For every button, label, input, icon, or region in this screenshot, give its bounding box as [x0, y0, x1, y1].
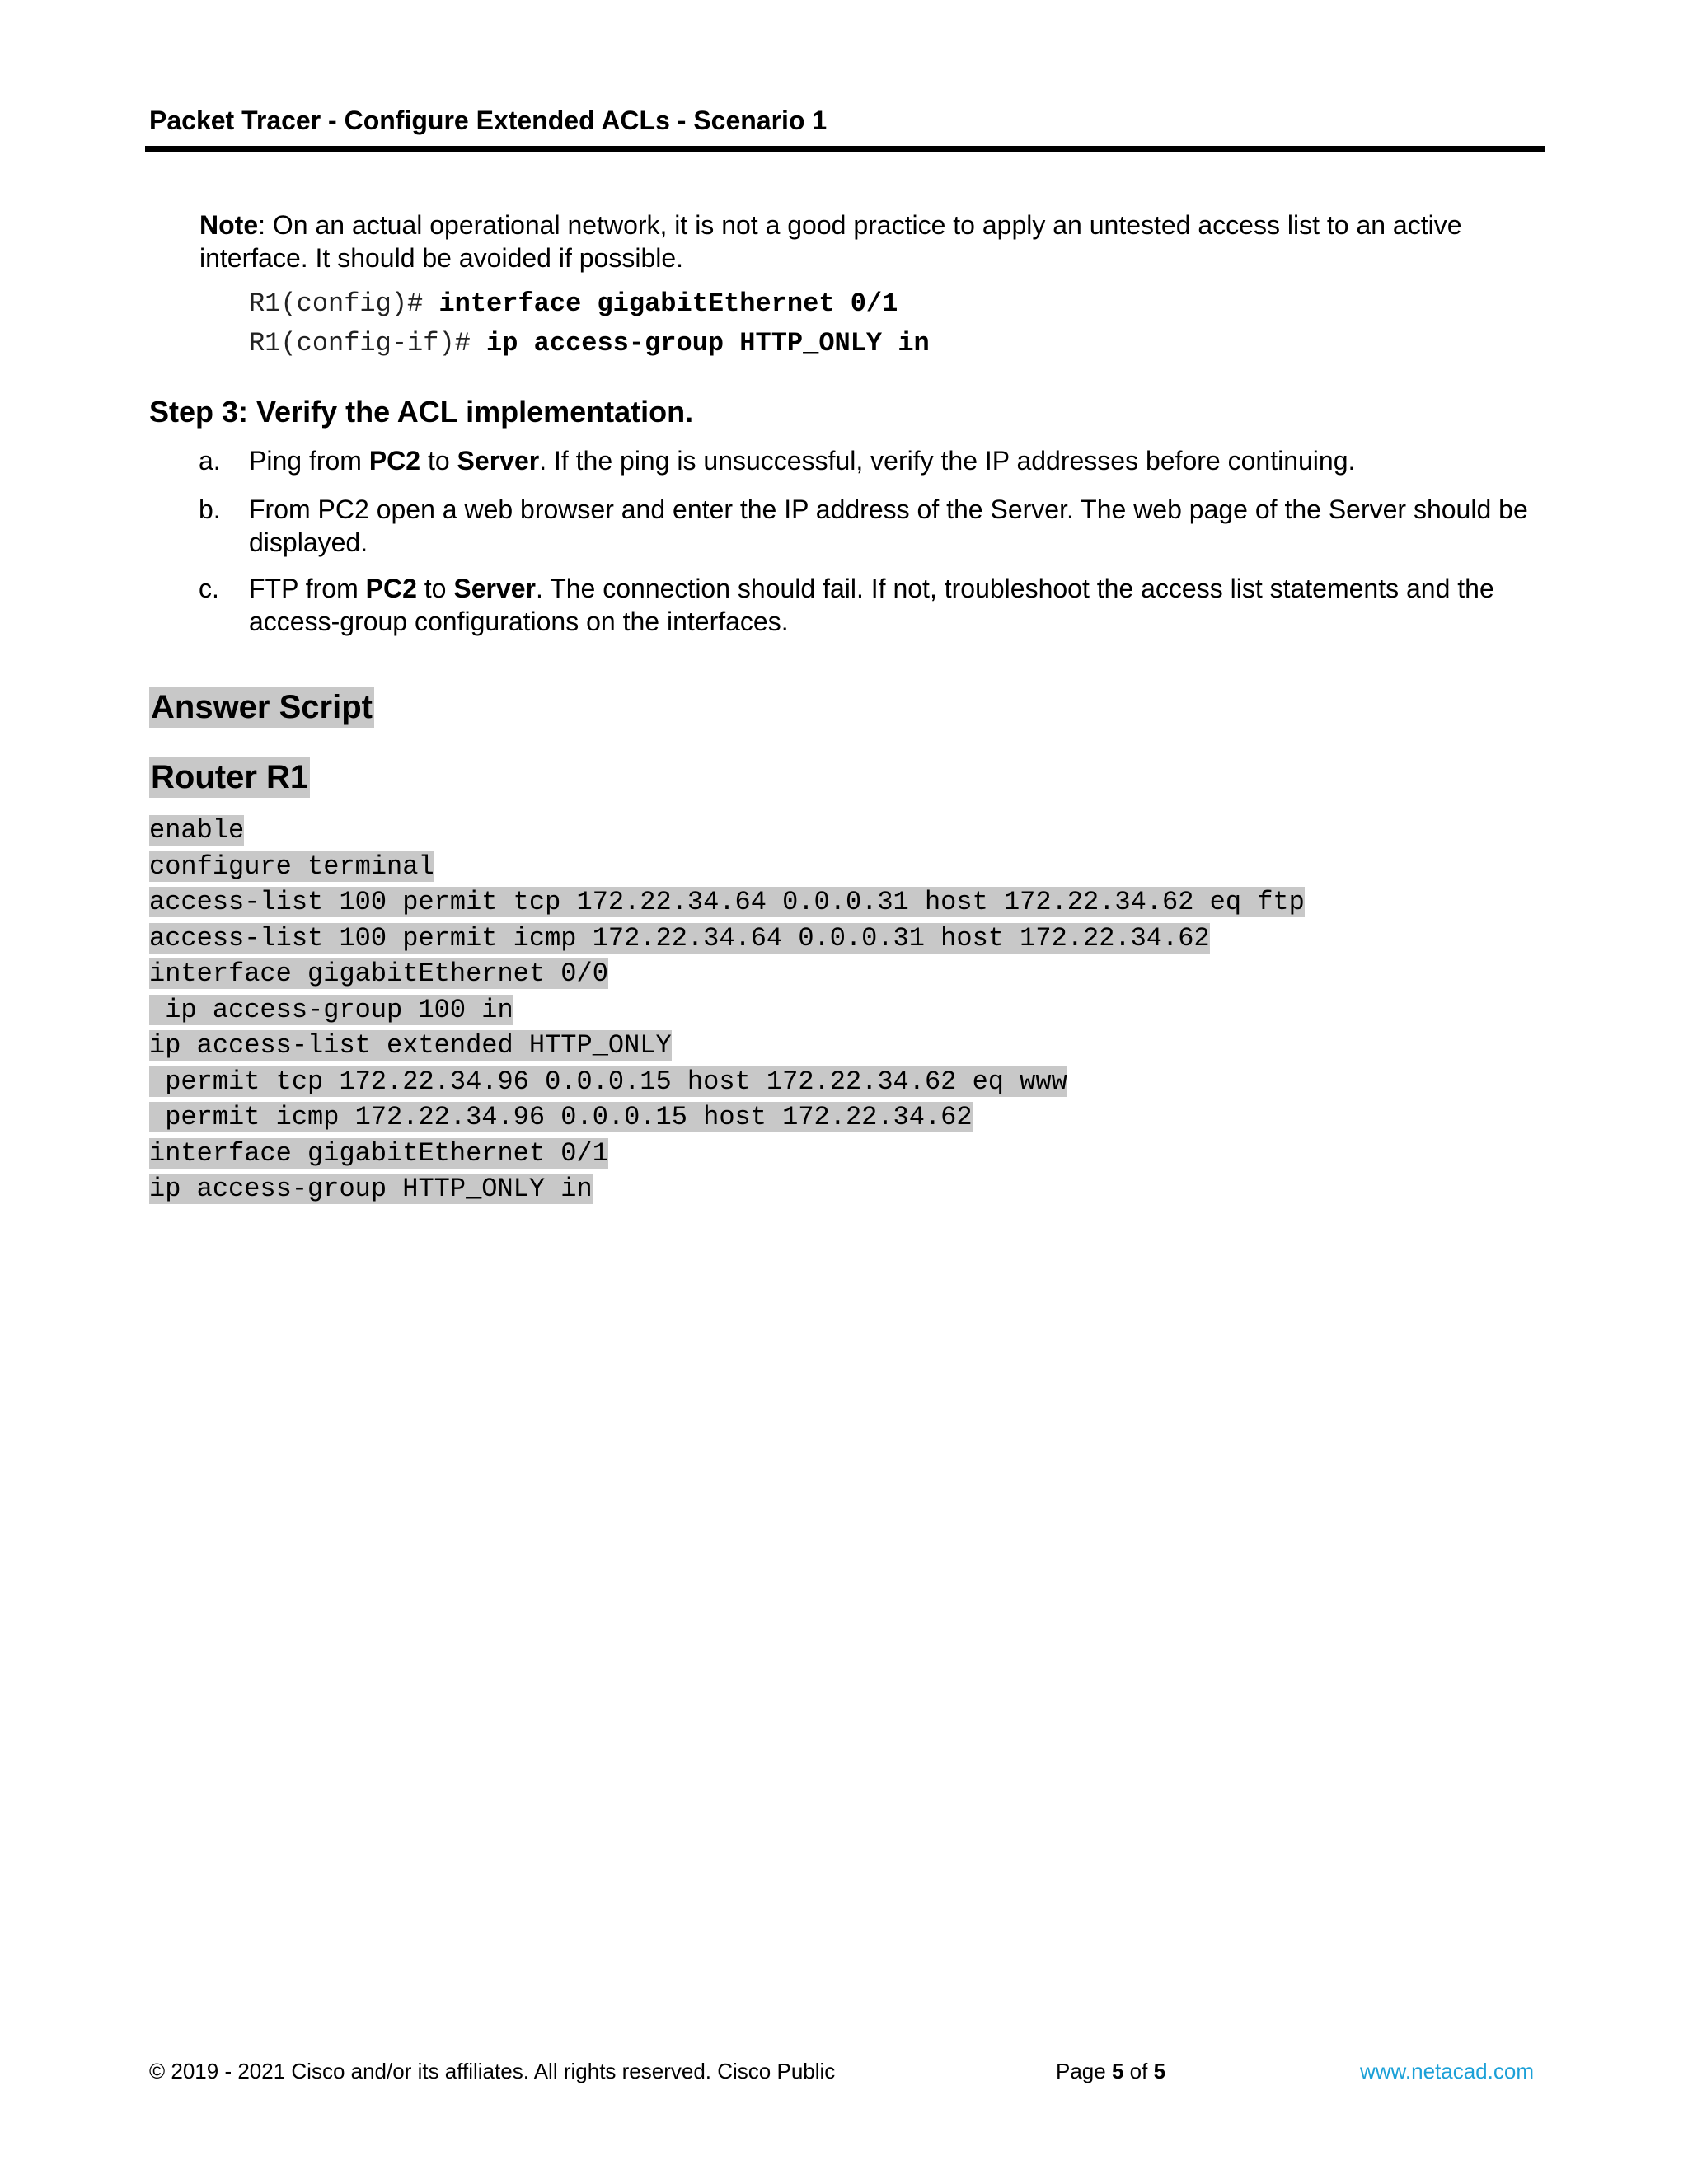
item-text: . If the ping is unsuccessful, verify the IP addresses before continuing. — [539, 446, 1356, 476]
script-text: ip access-group HTTP_ONLY in — [149, 1174, 593, 1204]
cli-line — [249, 288, 898, 319]
note-paragraph — [199, 209, 1535, 274]
script-text: access-list 100 permit tcp 172.22.34.64 0.0.0.31 host 172.22.34.62 eq ftp — [149, 887, 1305, 917]
script-line — [149, 1028, 1305, 1064]
item-text: FTP from — [249, 574, 366, 603]
script-text: interface gigabitEthernet 0/0 — [149, 958, 608, 989]
script-text: enable — [149, 815, 245, 846]
cli-prompt: R1(config)# — [249, 288, 439, 319]
script-line — [149, 1099, 1305, 1136]
script-line — [149, 956, 1305, 992]
cli-command: interface gigabitEthernet 0/1 — [438, 288, 898, 319]
script-line — [149, 1064, 1305, 1100]
page-current: 5 — [1111, 2059, 1124, 2083]
script-text: interface gigabitEthernet 0/1 — [149, 1137, 608, 1169]
item-text: to — [420, 446, 457, 476]
answer-script-block — [149, 813, 1305, 1207]
script-line — [149, 813, 1305, 849]
script-text: ip access-group 100 in — [149, 994, 513, 1025]
script-text: permit icmp 172.22.34.96 0.0.0.15 host 172.22.34.62 — [149, 1102, 973, 1132]
footer-page-number — [1056, 2059, 1165, 2084]
script-text: ip access-list extended HTTP_ONLY — [149, 1030, 672, 1061]
script-line — [149, 1171, 1305, 1207]
footer-copyright: © 2019 - 2021 Cisco and/or its affiliates. All rights reserved. Cisco Public — [149, 2059, 836, 2083]
item-bold: Server — [453, 574, 536, 603]
script-text: configure terminal — [149, 851, 434, 882]
list-item-text: From PC2 open a web browser and enter the IP address of the Server. The web page of the Server should be displayed. — [249, 494, 1528, 557]
item-text: . The connection should fail. If not, troubleshoot the access list statements and the access-group configurations on the interfaces. — [249, 574, 1494, 636]
list-marker: a. — [199, 446, 221, 476]
header-rule — [145, 146, 1545, 152]
note-label: Note — [199, 210, 259, 240]
script-line — [149, 1136, 1305, 1172]
item-bold: PC2 — [365, 574, 417, 603]
list-item-text — [249, 444, 1535, 477]
router-heading: Router R1 — [149, 757, 310, 798]
item-bold: PC2 — [368, 446, 421, 476]
netacad-link[interactable]: www.netacad.com — [1360, 2059, 1534, 2083]
item-text: Ping from — [249, 446, 369, 476]
answer-script-heading: Answer Script — [149, 687, 374, 728]
document-header: Packet Tracer - Configure Extended ACLs - Scenario 1 — [149, 105, 828, 135]
script-line — [149, 992, 1305, 1029]
list-marker: c. — [199, 574, 219, 603]
item-text: to — [416, 574, 454, 603]
script-line — [149, 849, 1305, 885]
page-of: of — [1123, 2059, 1154, 2083]
script-text: permit tcp 172.22.34.96 0.0.0.15 host 172.22.34.62 eq www — [149, 1066, 1067, 1097]
list-marker: b. — [199, 494, 221, 524]
note-text: : On an actual operational network, it is not a good practice to apply an untested access list to an active interface. It should be avoided if possible. — [199, 210, 1462, 273]
page-prefix: Page — [1056, 2059, 1112, 2083]
cli-prompt: R1(config-if)# — [249, 328, 487, 359]
script-line — [149, 921, 1305, 957]
item-bold: Server — [457, 446, 540, 476]
script-line — [149, 884, 1305, 921]
cli-line — [249, 328, 930, 359]
page-total: 5 — [1153, 2059, 1166, 2083]
script-text: access-list 100 permit icmp 172.22.34.64 0.0.0.31 host 172.22.34.62 — [149, 922, 1210, 954]
step-heading: Step 3: Verify the ACL implementation. — [149, 395, 694, 429]
list-item-text — [249, 572, 1535, 638]
cli-command: ip access-group HTTP_ONLY in — [486, 328, 930, 359]
